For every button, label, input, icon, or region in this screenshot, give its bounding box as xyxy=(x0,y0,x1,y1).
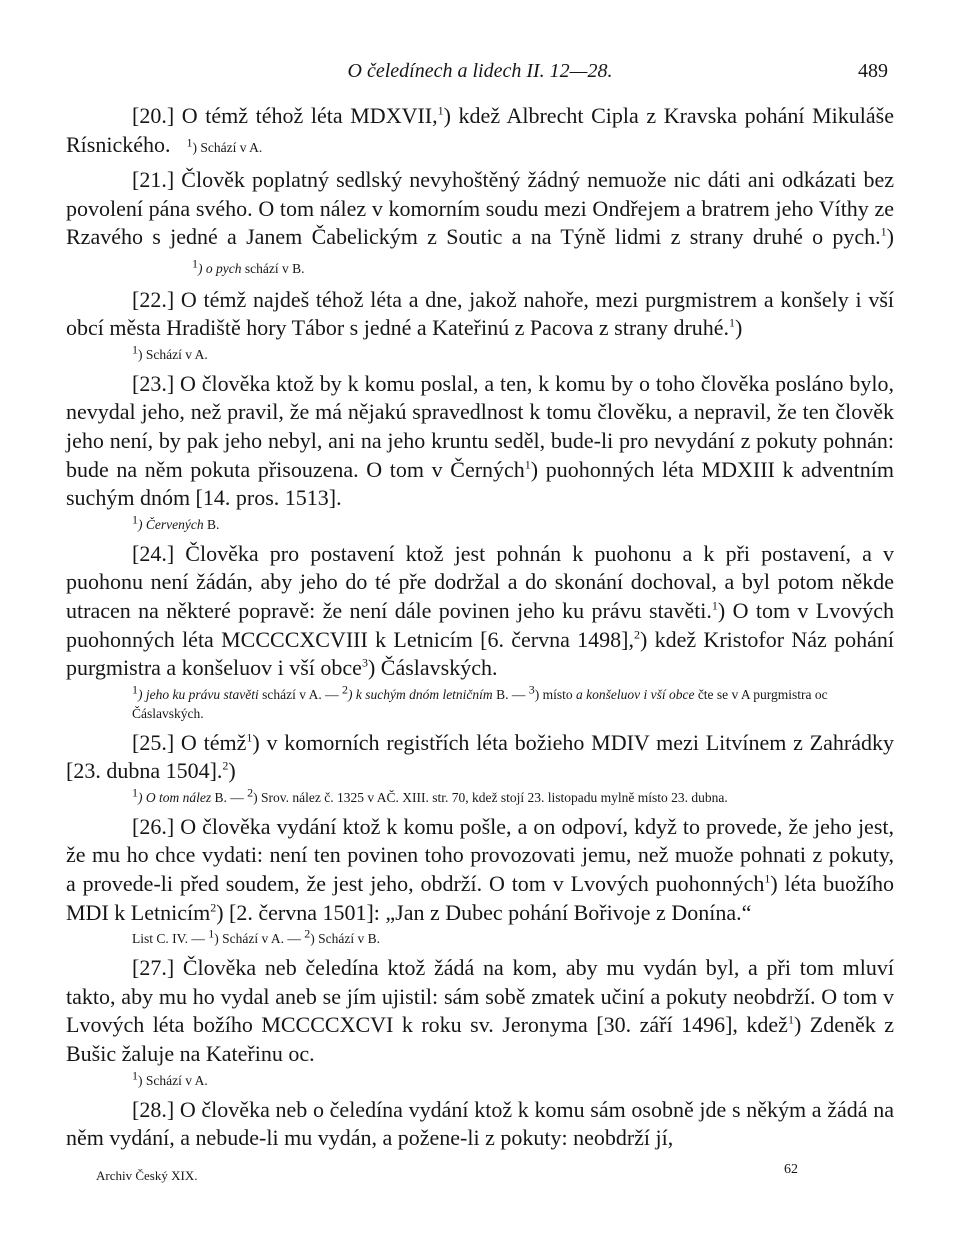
footnote-marker: 2 xyxy=(222,758,229,773)
footnote-marker: 1 xyxy=(711,598,718,613)
entry-26: [26.] O člověka vydání ktož k komu pošle, a on odpoví, když to provede, že jeho jest, že mu ho chce vydati: není ten povinen toho provozovati jemu, než muože pohnati z pokuty, a provede-li před soudem, že jest jeho, obdrží. O tom v Lvových puohonných$^1$) léta buožího MDI k Letnicím$^2$) [2. června 1501]: „Jan z Dubec pohání Bořivoje z Donína.“ xyxy=(66,813,894,925)
entry-number: [26.] xyxy=(132,813,175,839)
footnote-marker: 2 xyxy=(210,900,217,915)
entry-20: [20.] O témž téhož léta MDXVII,$^1$) kdež Albrecht Cipla z Kravska pohání Mikuláše Rísnického. $^1$) Schází v A. xyxy=(66,103,894,157)
entry-number: [28.] xyxy=(132,1096,175,1122)
footnote-23: $^1$) Červených B. xyxy=(132,512,220,532)
footnote-marker: 1 xyxy=(880,225,887,240)
entry-28: [28.] O člověka neb o čeledína vydání ktož k komu sám osobně jde s někým a žádá na něm vydání, a nebude-li mu vydán, a požene-li z pokuty: neobdrží jí, xyxy=(66,1096,894,1151)
footnote-marker: 1 xyxy=(764,871,771,886)
footnote-marker: 2 xyxy=(633,627,640,642)
sheet-signature: 62 xyxy=(784,1162,798,1177)
entry-number: [23.] xyxy=(132,370,175,396)
footnote-marker: 1 xyxy=(246,730,253,745)
inline-footnote: $^1$) Schází v A. xyxy=(186,135,263,155)
footnote-marker: 1 xyxy=(787,1013,794,1028)
entry-number: [27.] xyxy=(132,955,175,981)
entry-24: [24.] Člověka pro postavení ktož jest pohnán k puohonu a k při postavení, a v puohonu není žádán, aby jeho do té pře dodržal a do skonání dochoval, a byl potom někde utracen na některé popravě: že není dále povinen jeho ku právu stavěti.$^1$) O tom v Lvových puohonných léta MCCCCXCVIII k Letnicím [6. června 1498],$^2$) kdež Kristofor Náz pohání purgmistra a konšeluov i vší obce$^3$) Čáslavských. xyxy=(66,540,894,681)
printer-signature: Archiv Český XIX. xyxy=(96,1168,198,1183)
entry-23: [23.] O člověka ktož by k komu poslal, a ten, k komu by o toho člověka posláno bylo, nevydal jeho, než pravil, že má nějakú spravedlnost k tomu člověku, a nepravil, že ten člověk jeho není, by pak jeho nebyl, ani na jeho kruntu seděl, bude-li pro nevydání z pokuty pohnán: bude na něm pokuta přisouzena. O tom v Černých$^1$) puohonných léta MDXIII k adventním suchým dnóm [14. pros. 1513]. xyxy=(66,370,894,511)
running-title: O čeledínech a lidech II. 12—28. xyxy=(347,60,613,82)
footnote-marker: 1 xyxy=(729,315,736,330)
entry-number: [24.] xyxy=(132,540,175,566)
footnote-marker: 1 xyxy=(437,103,444,118)
page-number: 489 xyxy=(858,60,888,82)
footnote-26: List C. IV. — $^1$) Schází v A. — $^2$) Schází v B. xyxy=(132,926,381,947)
footnote-24: $^1$) jeho ku právu stavěti schází v A. — $^2$) k suchým dnóm letničním B. — $^3$) místo a konšeluov i vší obce čte se v A purgmistra oc Čáslavských. xyxy=(132,682,828,721)
footnote-marker: 1 xyxy=(524,457,531,472)
footnote-22: $^1$) Schází v A. xyxy=(132,342,208,362)
entry-25: [25.] O témž$^1$) v komorních registřích léta božieho MDIV mezi Litvínem z Zahrádky [23. dubna 1504].$^2$) xyxy=(66,729,894,784)
entry-number: [22.] xyxy=(132,286,175,312)
entry-number: [21.] xyxy=(132,167,175,193)
entry-number: [25.] xyxy=(132,729,175,755)
footnote-27: $^1$) Schází v A. xyxy=(132,1068,208,1088)
entry-22: [22.] O témž najdeš téhož léta a dne, jakož nahoře, mezi purgmistrem a konšely i vší obcí města Hradiště hory Tábor s jedné a Kateřinú z Pacova z strany druhé.$^1$) xyxy=(66,286,894,341)
page-footer xyxy=(96,1162,864,1188)
footnote-marker: 3 xyxy=(361,655,368,670)
inline-footnote: $^1$) o pych schází v B. xyxy=(192,256,305,276)
entry-number: [20.] xyxy=(132,103,175,128)
page-header xyxy=(66,58,894,88)
entry-27: [27.] Člověka neb čeledína ktož žádá na kom, aby mu vydán byl, a při tom mluví takto, aby mu ho vydal aneb se jím ujistil: sám sobě zmatek učiní a pokuty neobdrží. O tom v Lvových léta božího MCCCCXCVI k roku sv. Jeronyma [30. září 1496], kdež$^1$) Zdeněk z Bušic žaluje na Kateřinu oc. xyxy=(66,955,894,1067)
entry-21: [21.] Člověk poplatný sedlský nevyhoštěný žádný nemuože nic dáti ani odkázati bez povolení pána svého. O tom nález v komorním soudu mezi Ondřejem a bratrem jeho Víthy ze Rzavého s jedné a Janem Čabelickým z Soutic a na Týně lidmi z strany druhé o pych.$^1$)$^1$) o pych schází v B. xyxy=(66,167,894,276)
footnote-25: $^1$) O tom nález B. — $^2$) Srov. nález č. 1325 v AČ. XIII. str. 70, kdež stojí 23. listopadu mylně místo 23. dubna. xyxy=(132,785,728,805)
